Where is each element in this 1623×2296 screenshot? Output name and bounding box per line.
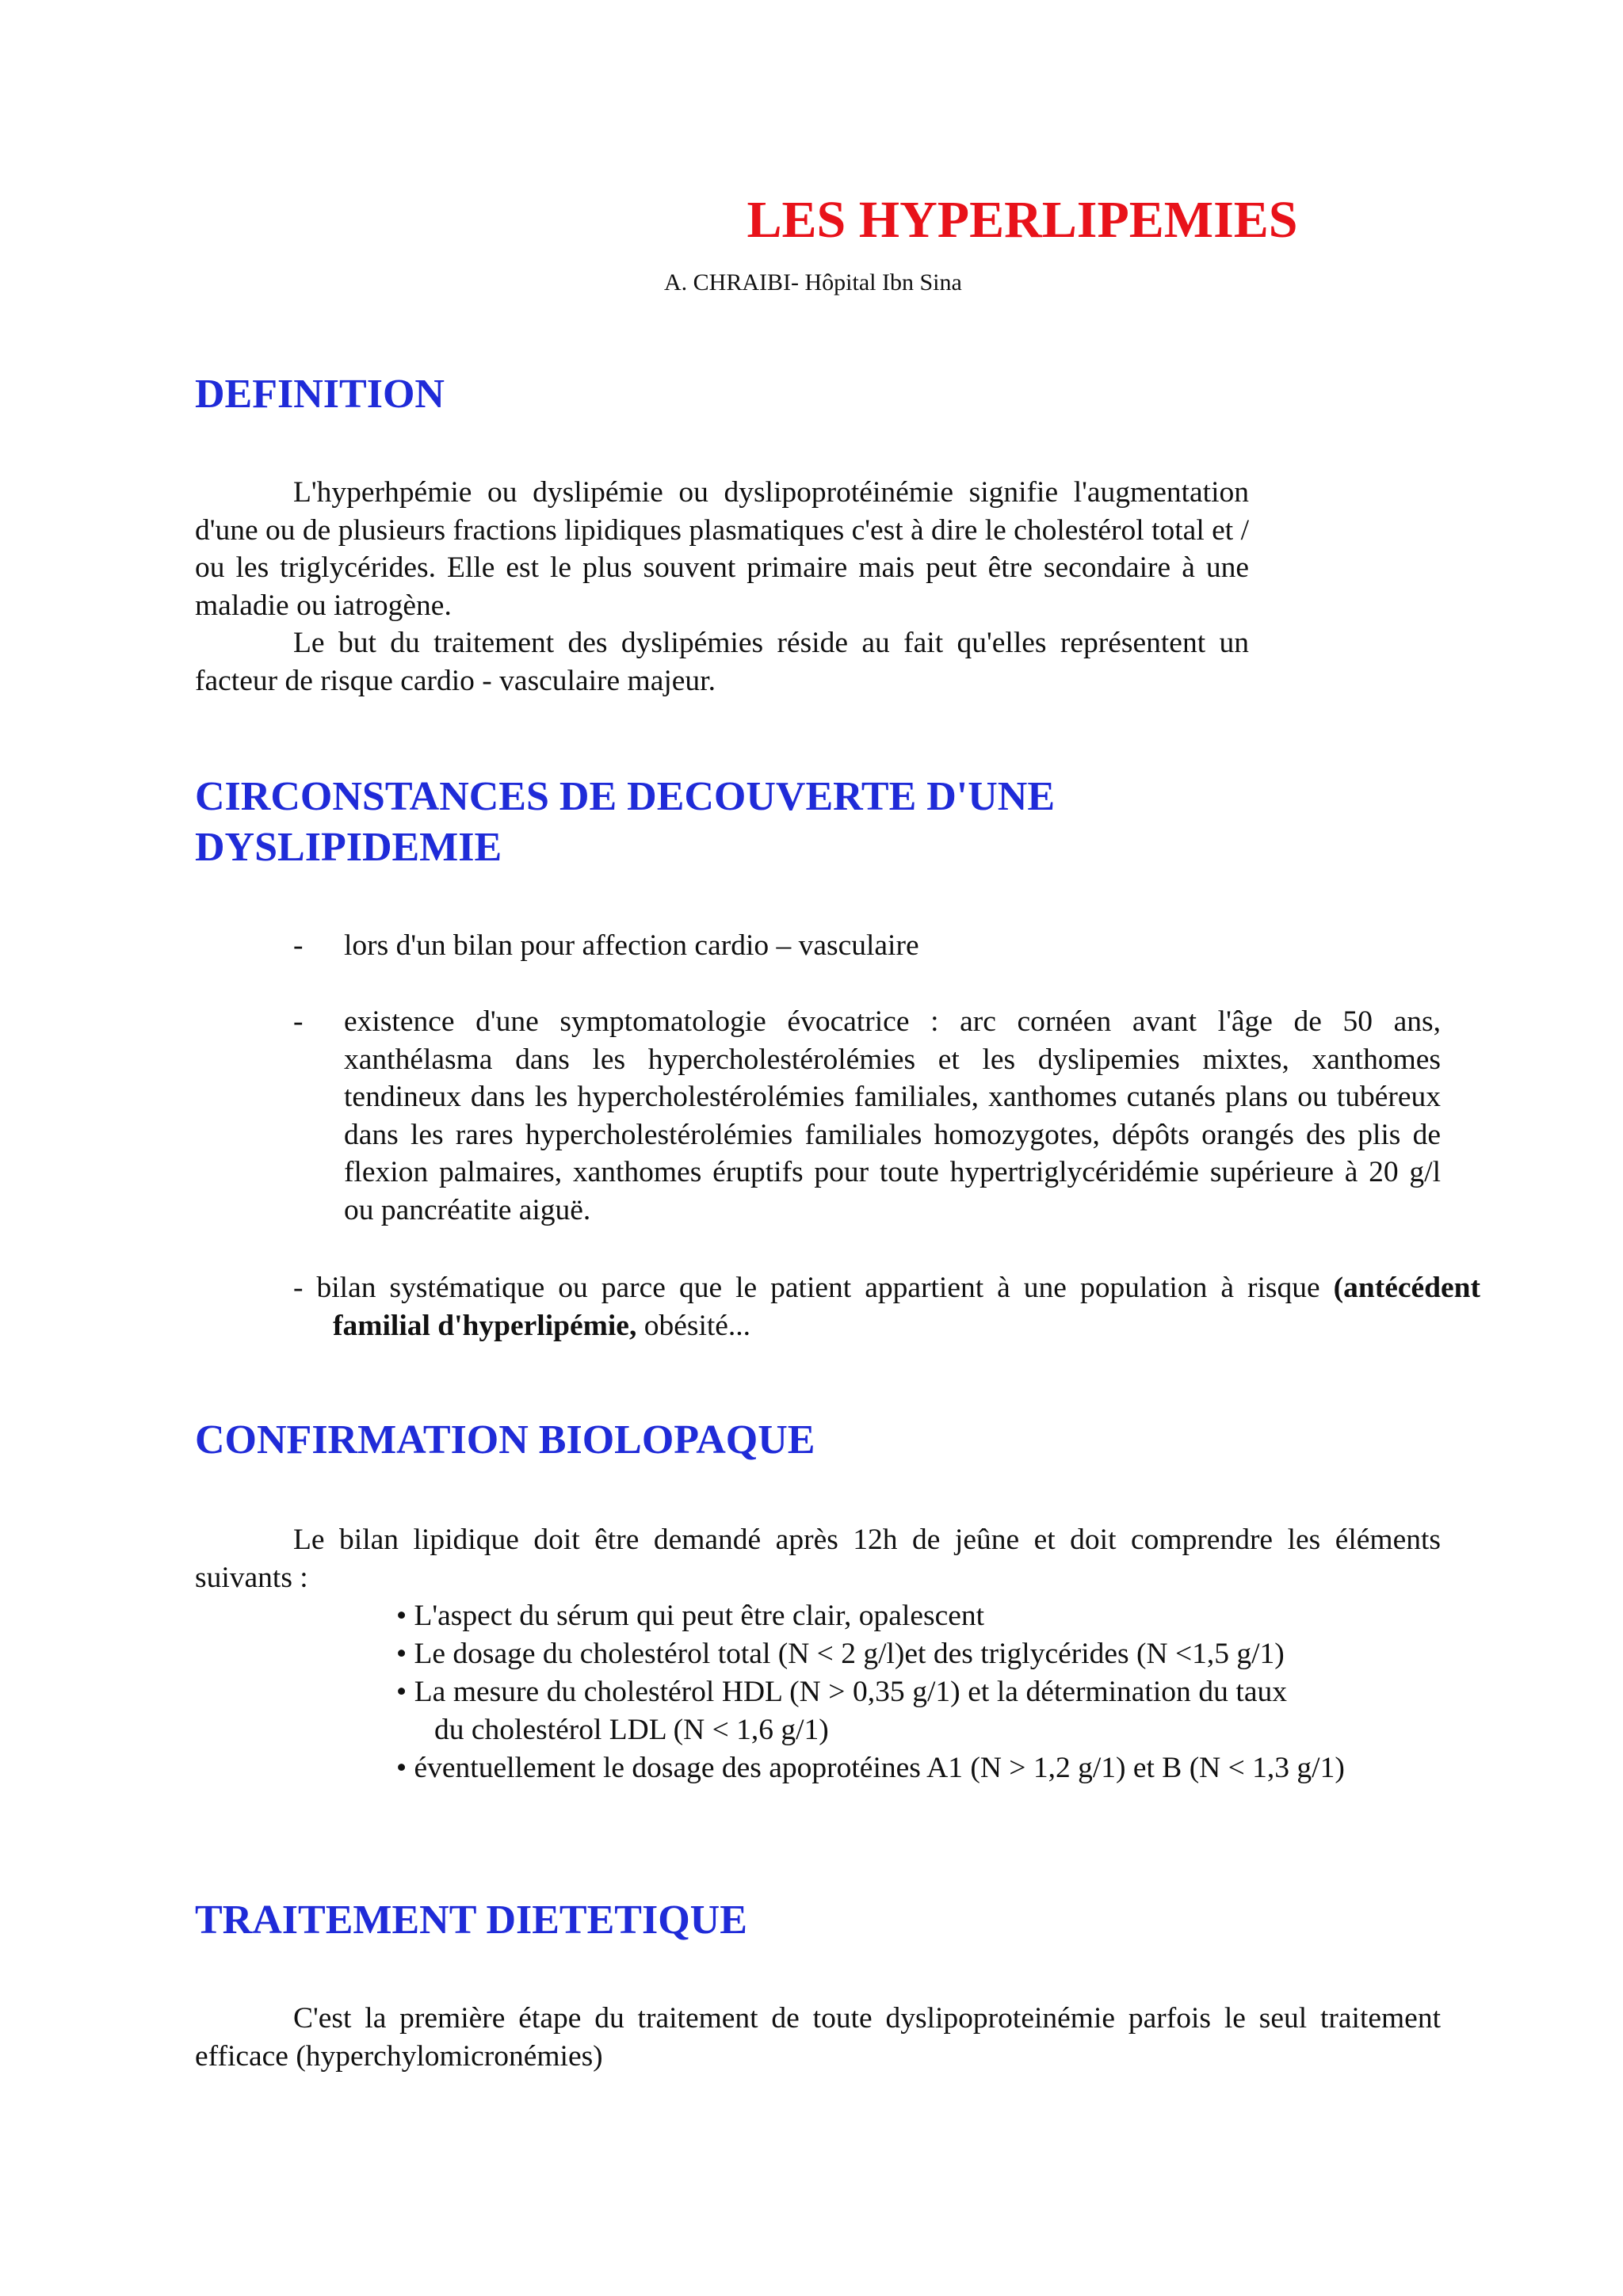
bullet-aspect-serum: • L'aspect du sérum qui peut être clair, opalescent [396, 1600, 985, 1632]
bullet-apoproteines: • éventuellement le dosage des apoprotéines A1 (N > 1,2 g/1) et B (N < 1,3 g/1) [396, 1752, 1345, 1784]
heading-circonstances-line-1: CIRCONSTANCES DE DECOUVERTE D'UNE [195, 774, 1056, 819]
list-item-bilan-systematique [293, 1269, 1480, 1344]
heading-confirmation: CONFIRMATION BIOLOPAQUE [195, 1417, 815, 1463]
document-title: LES HYPERLIPEMIES [747, 191, 1298, 249]
item-text: - bilan systématique ou parce que le patient appartient à une population à risque [293, 1272, 1320, 1304]
list-item-symptomatologie: existence d'une symptomatologie évocatrice : arc cornéen avant l'âge de 50 ans, xanthélasma dans les hypercholestérolémies et les dyslipemies mixtes, xanthomes tendineux dans les hypercholestérolémies familiales, xanthomes cutanés plans ou tubéreux dans les rares hypercholestérolémies familiales homozygotes, dépôts orangés des plis de flexion palmaires, xanthomes éruptifs pour toute hypertriglycéridémie supérieure à 20 g/l ou pancréatite aiguë. [344, 1005, 1441, 1226]
bullet-cholesterol-total: • Le dosage du cholestérol total (N < 2 g/l)et des triglycérides (N <1,5 g/1) [396, 1638, 1285, 1670]
traitement-paragraph-1: C'est la première étape du traitement de toute dyslipoproteinémie parfois le seul traitement efficace (hyperchylomicronémies) [195, 2002, 1441, 2073]
item-text-suffix: obésité... [636, 1309, 751, 1342]
dash-marker: - [293, 1005, 304, 1038]
heading-traitement: TRAITEMENT DIETETIQUE [195, 1897, 747, 1943]
definition-paragraph-2: Le but du traitement des dyslipémies réside au fait qu'elles représentent un facteur de risque cardio - vasculaire majeur. [195, 627, 1249, 697]
heading-circonstances-line-2: DYSLIPIDEMIE [195, 825, 502, 870]
heading-definition: DEFINITION [195, 372, 445, 417]
bullet-hdl-ldl: • La mesure du cholestérol HDL (N > 0,35 g/1) et la détermination du taux du cholestérol LDL (N < 1,6 g/1) [396, 1676, 1287, 1746]
dash-marker: - [293, 929, 304, 962]
author-line: A. CHRAIBI- Hôpital Ibn Sina [664, 269, 962, 296]
confirmation-intro: Le bilan lipidique doit être demandé après 12h de jeûne et doit comprendre les éléments suivants : [195, 1524, 1441, 1594]
definition-paragraph-1: L'hyperhpémie ou dyslipémie ou dyslipoprotéinémie signifie l'augmentation d'une ou de plusieurs fractions lipidiques plasmatiques c'est à dire le cholestérol total et / ou les triglycérides. Elle est le plus souvent primaire mais peut être secondaire à une maladie ou iatrogène. [195, 476, 1249, 622]
item-bold-text: (antécédent familial d'hyperlipémie, [333, 1272, 1481, 1342]
list-item-bilan-cardio: lors d'un bilan pour affection cardio – vasculaire [344, 929, 919, 962]
